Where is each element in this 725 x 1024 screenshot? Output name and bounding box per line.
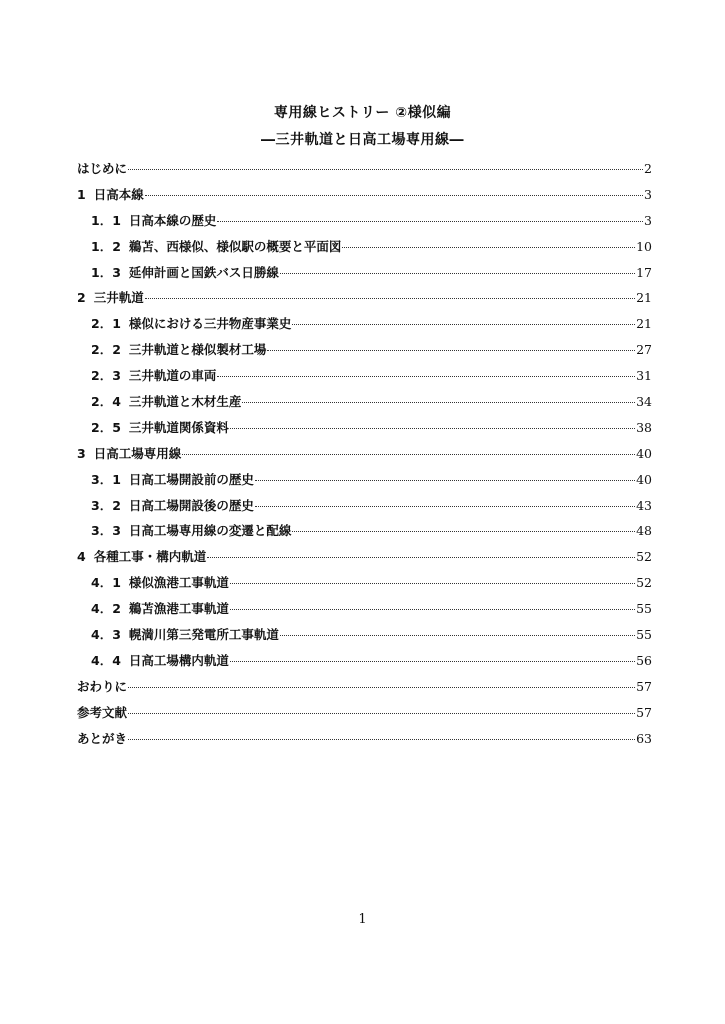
toc-leader-dots <box>280 261 635 274</box>
toc-entry-page: 40 <box>636 471 652 487</box>
toc-entry-page: 21 <box>636 290 652 306</box>
toc-entry[interactable] <box>77 260 652 286</box>
toc-entry-page: 21 <box>636 316 652 332</box>
toc-leader-dots <box>267 338 635 351</box>
toc-entry-page: 38 <box>636 419 652 435</box>
toc-leader-dots <box>207 545 635 558</box>
document-title: 専用線ヒストリー ②様似編 <box>273 105 452 121</box>
toc-entry-number: 4．1 <box>91 575 121 591</box>
toc-entry-number: 4．2 <box>91 601 121 617</box>
toc-entry[interactable] <box>77 622 652 648</box>
toc-entry-label: 各種工事・構内軌道 <box>93 549 207 565</box>
toc-entry-label: 日高工場構内軌道 <box>128 652 229 668</box>
toc-entry-label: 三井軌道 <box>93 290 144 306</box>
toc-entry-label: 様似漁港工事軌道 <box>128 575 229 591</box>
toc-entry-title <box>77 674 127 700</box>
toc-entry-title <box>77 441 181 467</box>
toc-entry-title <box>91 493 254 519</box>
toc-entry[interactable] <box>77 467 652 493</box>
toc-entry[interactable] <box>77 518 652 544</box>
toc-entry-label: 三井軌道の車両 <box>128 368 217 384</box>
toc-entry[interactable] <box>77 234 652 260</box>
toc-entry-label: 鵜苫漁港工事軌道 <box>128 601 229 617</box>
document-subtitle: ―三井軌道と日高工場専用線― <box>261 132 464 148</box>
toc-entry-title <box>77 544 206 570</box>
toc-entry-title <box>91 415 229 441</box>
toc-entry-title <box>77 156 127 182</box>
toc-entry[interactable] <box>77 648 652 674</box>
toc-leader-dots <box>292 312 635 325</box>
toc-entry-page: 52 <box>636 575 652 591</box>
toc-entry-page: 52 <box>636 549 652 565</box>
toc-entry-label: 日高本線 <box>93 186 144 202</box>
toc-entry-page: 34 <box>636 394 652 410</box>
toc-entry-number: 3．3 <box>91 523 121 539</box>
toc-leader-dots <box>342 235 635 248</box>
toc-entry-page: 17 <box>636 264 652 280</box>
toc-entry-title <box>77 182 144 208</box>
toc-entry-title <box>77 285 144 311</box>
toc-entry[interactable] <box>77 156 652 182</box>
toc-entry-title <box>91 389 241 415</box>
toc-entry-label: 日高工場専用線の変遷と配線 <box>128 523 292 539</box>
toc-entry-page: 55 <box>636 627 652 643</box>
toc-entry-label: 延伸計画と国鉄バス日勝線 <box>128 264 279 280</box>
toc-entry-label: 三井軌道と様似製材工場 <box>128 342 267 358</box>
toc-entry-title <box>91 208 216 234</box>
toc-leader-dots <box>280 623 635 636</box>
toc-leader-dots <box>230 416 635 429</box>
toc-entry[interactable] <box>77 182 652 208</box>
toc-entry-label: 鵜苫、西様似、様似駅の概要と平面図 <box>128 238 342 254</box>
toc-entry-number: 2．1 <box>91 316 121 332</box>
toc-entry[interactable] <box>77 674 652 700</box>
toc-entry-number: 2 <box>77 290 86 306</box>
toc-leader-dots <box>230 571 635 584</box>
toc-leader-dots <box>230 649 635 662</box>
toc-entry-page: 31 <box>636 368 652 384</box>
toc-entry-title <box>91 363 216 389</box>
toc-entry-title <box>77 726 127 752</box>
toc-entry[interactable] <box>77 596 652 622</box>
toc-entry[interactable] <box>77 208 652 234</box>
toc-entry-title <box>91 260 279 286</box>
toc-entry[interactable] <box>77 726 652 752</box>
toc-leader-dots <box>182 442 635 455</box>
toc-entry-page: 3 <box>644 212 652 228</box>
toc-entry[interactable] <box>77 363 652 389</box>
toc-entry-number: 3 <box>77 445 86 461</box>
toc-entry-page: 27 <box>636 342 652 358</box>
toc-entry-number: 4．3 <box>91 627 121 643</box>
toc-entry-number: 2．4 <box>91 394 121 410</box>
toc-entry-number: 1．1 <box>91 212 121 228</box>
toc-entry[interactable] <box>77 441 652 467</box>
toc-leader-dots <box>242 390 635 403</box>
toc-entry-page: 43 <box>636 497 652 513</box>
toc-entry[interactable] <box>77 285 652 311</box>
toc-entry-page: 10 <box>636 238 652 254</box>
toc-entry-title <box>77 700 127 726</box>
toc-entry-label: おわりに <box>77 678 128 694</box>
toc-leader-dots <box>128 675 635 688</box>
table-of-contents <box>77 156 652 751</box>
toc-leader-dots <box>255 468 635 481</box>
toc-entry-title <box>91 518 291 544</box>
toc-entry-page: 55 <box>636 601 652 617</box>
toc-entry-title <box>91 337 266 363</box>
toc-leader-dots <box>292 519 635 532</box>
toc-entry-label: 参考文献 <box>77 704 128 720</box>
toc-entry-title <box>91 622 279 648</box>
toc-entry-number: 3．1 <box>91 471 121 487</box>
toc-entry-label: 日高工場専用線 <box>93 445 182 461</box>
toc-entry-page: 57 <box>636 704 652 720</box>
toc-leader-dots <box>255 494 635 507</box>
toc-entry-title <box>91 234 341 260</box>
toc-leader-dots <box>145 183 643 196</box>
toc-leader-dots <box>217 364 635 377</box>
toc-entry-number: 2．3 <box>91 368 121 384</box>
toc-entry[interactable] <box>77 415 652 441</box>
toc-entry[interactable] <box>77 700 652 726</box>
toc-entry-page: 2 <box>644 161 652 176</box>
toc-entry-number: 2．5 <box>91 419 121 435</box>
toc-entry-number: 4．4 <box>91 652 121 668</box>
toc-entry[interactable] <box>77 493 652 519</box>
toc-entry-label: 三井軌道関係資料 <box>128 419 229 435</box>
toc-entry-label: 三井軌道と木材生産 <box>128 394 242 410</box>
toc-entry[interactable] <box>77 544 652 570</box>
toc-entry-page: 57 <box>636 678 652 694</box>
toc-entry-label: はじめに <box>77 161 128 176</box>
toc-entry-number: 4 <box>77 549 86 565</box>
toc-leader-dots <box>145 286 635 299</box>
toc-entry-page: 63 <box>636 730 652 746</box>
toc-entry-number: 1 <box>77 186 86 202</box>
toc-leader-dots <box>128 701 635 714</box>
toc-leader-dots <box>128 727 635 740</box>
toc-entry-page: 56 <box>636 652 652 668</box>
toc-leader-dots <box>217 209 643 222</box>
toc-entry-page: 40 <box>636 445 652 461</box>
toc-entry-label: 日高工場開設前の歴史 <box>128 471 254 487</box>
toc-leader-dots <box>128 157 643 170</box>
toc-entry-number: 3．2 <box>91 497 121 513</box>
toc-entry-number: 2．2 <box>91 342 121 358</box>
toc-entry-title <box>91 311 291 337</box>
toc-entry[interactable] <box>77 570 652 596</box>
toc-entry-label: 様似における三井物産事業史 <box>128 316 292 332</box>
toc-entry-page: 3 <box>644 186 652 202</box>
toc-entry-label: 日高本線の歴史 <box>128 212 217 228</box>
toc-entry[interactable] <box>77 337 652 363</box>
toc-entry-page: 48 <box>636 523 652 539</box>
toc-entry-label: 幌満川第三発電所工事軌道 <box>128 627 279 643</box>
toc-entry-title <box>91 596 229 622</box>
toc-entry-title <box>91 467 254 493</box>
toc-entry-number: 1．3 <box>91 264 121 280</box>
toc-entry-label: 日高工場開設後の歴史 <box>128 497 254 513</box>
page-number: 1 <box>358 912 367 927</box>
toc-entry-title <box>91 570 229 596</box>
toc-entry-number: 1．2 <box>91 238 121 254</box>
toc-leader-dots <box>230 597 635 610</box>
toc-entry[interactable] <box>77 311 652 337</box>
toc-entry[interactable] <box>77 389 652 415</box>
toc-entry-label: あとがき <box>77 730 128 746</box>
toc-entry-title <box>91 648 229 674</box>
